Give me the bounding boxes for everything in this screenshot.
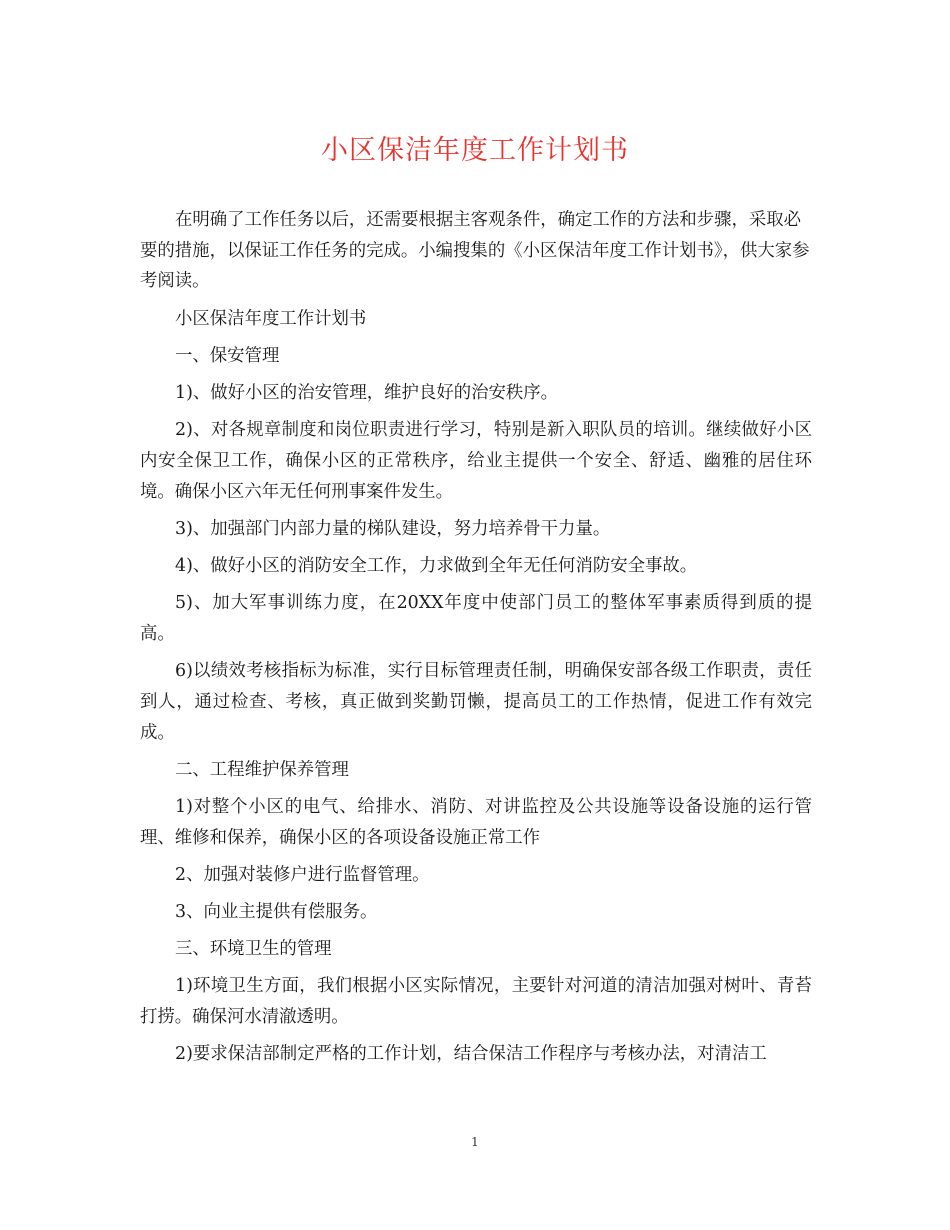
paragraph: 1)对整个小区的电气、给排水、消防、对讲监控及公共设施等设备设施的运行管理、维修和保养，确保小区的各项设备设施正常工作	[140, 796, 812, 848]
paragraph: 3、向业主提供有偿服务。	[175, 902, 378, 923]
paragraph: 2)要求保洁部制定严格的工作计划，结合保洁工作程序与考核办法，对清洁工	[175, 1044, 767, 1065]
paragraph-intro: 在明确了工作任务以后，还需要根据主客观条件，确定工作的方法和步骤，采取必要的措施，以保证工作任务的完成。小编搜集的《小区保洁年度工作计划书》，供大家参考阅读。	[140, 210, 810, 292]
paragraph: 3)、加强部门内部力量的梯队建设，努力培养骨干力量。	[175, 518, 611, 539]
document-body	[140, 205, 812, 1077]
paragraph: 6)以绩效考核指标为标准，实行目标管理责任制，明确保安部各级工作职责，责任到人，通过检查、考核，真正做到奖勤罚懒，提高员工的工作热情，促进工作有效完成。	[140, 661, 812, 743]
section-heading-engineering: 二、工程维护保养管理	[175, 759, 349, 780]
paragraph-subtitle: 小区保洁年度工作计划书	[175, 308, 367, 329]
paragraph: 2)、对各规章制度和岗位职责进行学习，特别是新入职队员的培训。继续做好小区内安全保卫工作，确保小区的正常秩序，给业主提供一个安全、舒适、幽雅的居住环境。确保小区六年无任何刑事案件发生。	[140, 420, 812, 502]
paragraph: 4)、做好小区的消防安全工作，力求做到全年无任何消防安全事故。	[175, 556, 698, 577]
document-title: 小区保洁年度工作计划书	[321, 135, 629, 166]
paragraph: 1)环境卫生方面，我们根据小区实际情况，主要针对河道的清洁加强对树叶、青苔打捞。确保河水清澈透明。	[140, 976, 812, 1028]
section-heading-security: 一、保安管理	[175, 345, 280, 366]
paragraph: 1)、做好小区的治安管理，维护良好的治安秩序。	[175, 383, 559, 404]
page-number: 1	[471, 1135, 479, 1149]
paragraph: 5)、加大军事训练力度，在20XX年度中使部门员工的整体军事素质得到质的提高。	[140, 593, 812, 644]
section-heading-environment: 三、环境卫生的管理	[175, 939, 332, 960]
paragraph: 2、加强对装修户进行监督管理。	[175, 864, 430, 885]
